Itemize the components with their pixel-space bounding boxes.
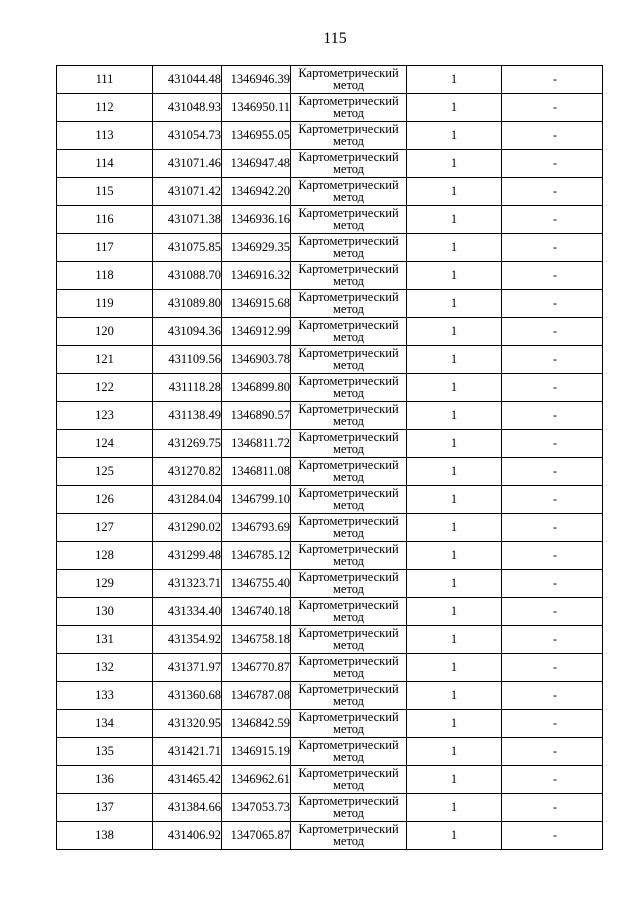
table-row (57, 766, 603, 794)
point-number-cell: 121 (57, 346, 153, 374)
accuracy-cell: 1 (407, 94, 502, 122)
point-number-cell: 120 (57, 318, 153, 346)
point-number-cell: 128 (57, 542, 153, 570)
x-coordinate-cell: 431094.36 (153, 318, 222, 346)
x-coordinate-cell: 431075.85 (153, 234, 222, 262)
accuracy-cell: 1 (407, 682, 502, 710)
x-coordinate-cell: 431270.82 (153, 458, 222, 486)
x-coordinate-cell: 431071.42 (153, 178, 222, 206)
point-number-cell: 117 (57, 234, 153, 262)
note-cell (502, 598, 603, 626)
x-coordinate-cell: 431269.75 (153, 430, 222, 458)
method-cell (291, 822, 407, 850)
note-cell (502, 654, 603, 682)
method-cell (291, 514, 407, 542)
table-row (57, 346, 603, 374)
table-row (57, 822, 603, 850)
y-coordinate-cell: 1346903.78 (222, 346, 291, 374)
method-cell (291, 654, 407, 682)
method-text: Картометрический метод (298, 94, 399, 120)
method-text: Картометрический метод (298, 150, 399, 176)
accuracy-cell: 1 (407, 206, 502, 234)
note-text: - (552, 548, 558, 562)
table-row (57, 178, 603, 206)
method-text: Картометрический метод (298, 262, 399, 288)
point-number-cell: 129 (57, 570, 153, 598)
x-coordinate-cell: 431044.48 (153, 66, 222, 94)
point-number-cell: 131 (57, 626, 153, 654)
note-text: - (552, 520, 558, 534)
method-cell (291, 710, 407, 738)
point-number-cell: 130 (57, 598, 153, 626)
accuracy-cell: 1 (407, 486, 502, 514)
y-coordinate-cell: 1346770.87 (222, 654, 291, 682)
x-coordinate-cell: 431290.02 (153, 514, 222, 542)
table-row (57, 794, 603, 822)
y-coordinate-cell: 1346787.08 (222, 682, 291, 710)
point-number-cell: 113 (57, 122, 153, 150)
accuracy-cell: 1 (407, 122, 502, 150)
method-text: Картометрический метод (298, 206, 399, 232)
method-cell (291, 458, 407, 486)
note-text: - (552, 408, 558, 422)
note-cell (502, 794, 603, 822)
point-number-cell: 118 (57, 262, 153, 290)
table-row (57, 122, 603, 150)
accuracy-cell: 1 (407, 150, 502, 178)
method-cell (291, 150, 407, 178)
point-number-cell: 123 (57, 402, 153, 430)
y-coordinate-cell: 1346912.99 (222, 318, 291, 346)
point-number-cell: 135 (57, 738, 153, 766)
note-text: - (552, 464, 558, 478)
method-cell (291, 122, 407, 150)
accuracy-cell: 1 (407, 346, 502, 374)
method-cell (291, 262, 407, 290)
table-row (57, 626, 603, 654)
point-number-cell: 112 (57, 94, 153, 122)
x-coordinate-cell: 431360.68 (153, 682, 222, 710)
accuracy-cell: 1 (407, 570, 502, 598)
method-text: Картометрический метод (298, 234, 399, 260)
method-cell (291, 66, 407, 94)
x-coordinate-cell: 431089.80 (153, 290, 222, 318)
y-coordinate-cell: 1346950.11 (222, 94, 291, 122)
table-body (57, 66, 603, 850)
point-number-cell: 125 (57, 458, 153, 486)
x-coordinate-cell: 431299.48 (153, 542, 222, 570)
x-coordinate-cell: 431354.92 (153, 626, 222, 654)
note-cell (502, 570, 603, 598)
accuracy-cell: 1 (407, 738, 502, 766)
point-number-cell: 127 (57, 514, 153, 542)
y-coordinate-cell: 1346799.10 (222, 486, 291, 514)
x-coordinate-cell: 431334.40 (153, 598, 222, 626)
y-coordinate-cell: 1346915.19 (222, 738, 291, 766)
note-text: - (552, 436, 558, 450)
y-coordinate-cell: 1346962.61 (222, 766, 291, 794)
x-coordinate-cell: 431384.66 (153, 794, 222, 822)
point-number-cell: 134 (57, 710, 153, 738)
x-coordinate-cell: 431118.28 (153, 374, 222, 402)
accuracy-cell: 1 (407, 654, 502, 682)
method-cell (291, 346, 407, 374)
note-text: - (552, 352, 558, 366)
note-cell (502, 458, 603, 486)
note-text: - (552, 296, 558, 310)
y-coordinate-cell: 1346785.12 (222, 542, 291, 570)
note-cell (502, 122, 603, 150)
accuracy-cell: 1 (407, 262, 502, 290)
note-cell (502, 94, 603, 122)
method-cell (291, 234, 407, 262)
y-coordinate-cell: 1346899.80 (222, 374, 291, 402)
point-number-cell: 114 (57, 150, 153, 178)
method-text: Картометрический метод (298, 290, 399, 316)
method-text: Картометрический метод (298, 318, 399, 344)
note-cell (502, 262, 603, 290)
method-cell (291, 430, 407, 458)
coordinates-table (56, 65, 603, 850)
y-coordinate-cell: 1346811.08 (222, 458, 291, 486)
note-text: - (552, 268, 558, 282)
note-cell (502, 206, 603, 234)
y-coordinate-cell: 1346842.59 (222, 710, 291, 738)
note-text: - (552, 772, 558, 786)
accuracy-cell: 1 (407, 626, 502, 654)
table-row (57, 570, 603, 598)
table-row (57, 682, 603, 710)
method-text: Картометрический метод (298, 626, 399, 652)
x-coordinate-cell: 431088.70 (153, 262, 222, 290)
point-number-cell: 116 (57, 206, 153, 234)
y-coordinate-cell: 1346915.68 (222, 290, 291, 318)
method-cell (291, 542, 407, 570)
table-row (57, 542, 603, 570)
note-cell (502, 150, 603, 178)
method-text: Картометрический метод (298, 710, 399, 736)
table-row (57, 150, 603, 178)
method-text: Картометрический метод (298, 542, 399, 568)
method-cell (291, 794, 407, 822)
x-coordinate-cell: 431071.38 (153, 206, 222, 234)
y-coordinate-cell: 1346916.32 (222, 262, 291, 290)
accuracy-cell: 1 (407, 430, 502, 458)
note-cell (502, 402, 603, 430)
y-coordinate-cell: 1347065.87 (222, 822, 291, 850)
table-row (57, 430, 603, 458)
table-row (57, 374, 603, 402)
method-text: Картометрический метод (298, 822, 399, 848)
table-row (57, 598, 603, 626)
point-number-cell: 126 (57, 486, 153, 514)
accuracy-cell: 1 (407, 794, 502, 822)
method-text: Картометрический метод (298, 346, 399, 372)
method-text: Картометрический метод (298, 486, 399, 512)
method-text: Картометрический метод (298, 598, 399, 624)
x-coordinate-cell: 431323.71 (153, 570, 222, 598)
method-cell (291, 206, 407, 234)
accuracy-cell: 1 (407, 318, 502, 346)
x-coordinate-cell: 431284.04 (153, 486, 222, 514)
note-text: - (552, 240, 558, 254)
note-cell (502, 766, 603, 794)
method-text: Картометрический метод (298, 766, 399, 792)
accuracy-cell: 1 (407, 514, 502, 542)
table-row (57, 738, 603, 766)
accuracy-cell: 1 (407, 178, 502, 206)
note-cell (502, 710, 603, 738)
table-row (57, 234, 603, 262)
note-text: - (552, 632, 558, 646)
accuracy-cell: 1 (407, 542, 502, 570)
note-cell (502, 682, 603, 710)
method-text: Картометрический метод (298, 66, 399, 92)
note-text: - (552, 800, 558, 814)
note-text: - (552, 828, 558, 842)
accuracy-cell: 1 (407, 374, 502, 402)
method-text: Картометрический метод (298, 570, 399, 596)
note-text: - (552, 744, 558, 758)
accuracy-cell: 1 (407, 234, 502, 262)
method-cell (291, 598, 407, 626)
x-coordinate-cell: 431054.73 (153, 122, 222, 150)
point-number-cell: 132 (57, 654, 153, 682)
y-coordinate-cell: 1346946.39 (222, 66, 291, 94)
table-row (57, 290, 603, 318)
point-number-cell: 137 (57, 794, 153, 822)
y-coordinate-cell: 1346955.05 (222, 122, 291, 150)
table-row (57, 458, 603, 486)
method-text: Картометрический метод (298, 430, 399, 456)
method-text: Картометрический метод (298, 458, 399, 484)
table-row (57, 206, 603, 234)
x-coordinate-cell: 431406.92 (153, 822, 222, 850)
note-text: - (552, 688, 558, 702)
method-text: Картометрический метод (298, 794, 399, 820)
note-text: - (552, 212, 558, 226)
note-cell (502, 822, 603, 850)
note-cell (502, 542, 603, 570)
x-coordinate-cell: 431048.93 (153, 94, 222, 122)
method-text: Картометрический метод (298, 654, 399, 680)
y-coordinate-cell: 1346740.18 (222, 598, 291, 626)
method-text: Картометрический метод (298, 682, 399, 708)
note-text: - (552, 604, 558, 618)
method-cell (291, 374, 407, 402)
table-row (57, 262, 603, 290)
note-cell (502, 626, 603, 654)
x-coordinate-cell: 431421.71 (153, 738, 222, 766)
y-coordinate-cell: 1346758.18 (222, 626, 291, 654)
method-text: Картометрический метод (298, 374, 399, 400)
y-coordinate-cell: 1347053.73 (222, 794, 291, 822)
x-coordinate-cell: 431109.56 (153, 346, 222, 374)
note-text: - (552, 324, 558, 338)
accuracy-cell: 1 (407, 710, 502, 738)
y-coordinate-cell: 1346811.72 (222, 430, 291, 458)
method-text: Картометрический метод (298, 122, 399, 148)
y-coordinate-cell: 1346890.57 (222, 402, 291, 430)
accuracy-cell: 1 (407, 458, 502, 486)
table-row (57, 486, 603, 514)
note-cell (502, 290, 603, 318)
x-coordinate-cell: 431071.46 (153, 150, 222, 178)
method-cell (291, 290, 407, 318)
y-coordinate-cell: 1346942.20 (222, 178, 291, 206)
accuracy-cell: 1 (407, 290, 502, 318)
method-cell (291, 178, 407, 206)
point-number-cell: 122 (57, 374, 153, 402)
method-cell (291, 318, 407, 346)
method-text: Картометрический метод (298, 178, 399, 204)
accuracy-cell: 1 (407, 766, 502, 794)
method-cell (291, 626, 407, 654)
y-coordinate-cell: 1346793.69 (222, 514, 291, 542)
note-text: - (552, 184, 558, 198)
point-number-cell: 124 (57, 430, 153, 458)
table-row (57, 318, 603, 346)
method-cell (291, 402, 407, 430)
note-cell (502, 346, 603, 374)
note-cell (502, 66, 603, 94)
accuracy-cell: 1 (407, 402, 502, 430)
table-row (57, 402, 603, 430)
method-cell (291, 570, 407, 598)
point-number-cell: 111 (57, 66, 153, 94)
accuracy-cell: 1 (407, 598, 502, 626)
note-cell (502, 178, 603, 206)
note-text: - (552, 660, 558, 674)
method-cell (291, 682, 407, 710)
table-row (57, 514, 603, 542)
table-row (57, 94, 603, 122)
x-coordinate-cell: 431465.42 (153, 766, 222, 794)
point-number-cell: 133 (57, 682, 153, 710)
note-cell (502, 738, 603, 766)
method-cell (291, 486, 407, 514)
x-coordinate-cell: 431371.97 (153, 654, 222, 682)
method-text: Картометрический метод (298, 402, 399, 428)
note-cell (502, 486, 603, 514)
y-coordinate-cell: 1346755.40 (222, 570, 291, 598)
note-text: - (552, 100, 558, 114)
note-text: - (552, 576, 558, 590)
point-number-cell: 138 (57, 822, 153, 850)
note-cell (502, 514, 603, 542)
note-text: - (552, 156, 558, 170)
note-text: - (552, 128, 558, 142)
note-text: - (552, 716, 558, 730)
point-number-cell: 115 (57, 178, 153, 206)
method-text: Картометрический метод (298, 738, 399, 764)
method-text: Картометрический метод (298, 514, 399, 540)
method-cell (291, 94, 407, 122)
table-row (57, 66, 603, 94)
note-cell (502, 318, 603, 346)
note-text: - (552, 492, 558, 506)
accuracy-cell: 1 (407, 66, 502, 94)
accuracy-cell: 1 (407, 822, 502, 850)
y-coordinate-cell: 1346929.35 (222, 234, 291, 262)
note-text: - (552, 72, 558, 86)
method-cell (291, 766, 407, 794)
note-text: - (552, 380, 558, 394)
note-cell (502, 430, 603, 458)
note-cell (502, 374, 603, 402)
point-number-cell: 136 (57, 766, 153, 794)
y-coordinate-cell: 1346936.16 (222, 206, 291, 234)
x-coordinate-cell: 431138.49 (153, 402, 222, 430)
x-coordinate-cell: 431320.95 (153, 710, 222, 738)
note-cell (502, 234, 603, 262)
page-number: 115 (323, 30, 347, 47)
point-number-cell: 119 (57, 290, 153, 318)
y-coordinate-cell: 1346947.48 (222, 150, 291, 178)
table-row (57, 710, 603, 738)
table-row (57, 654, 603, 682)
method-cell (291, 738, 407, 766)
